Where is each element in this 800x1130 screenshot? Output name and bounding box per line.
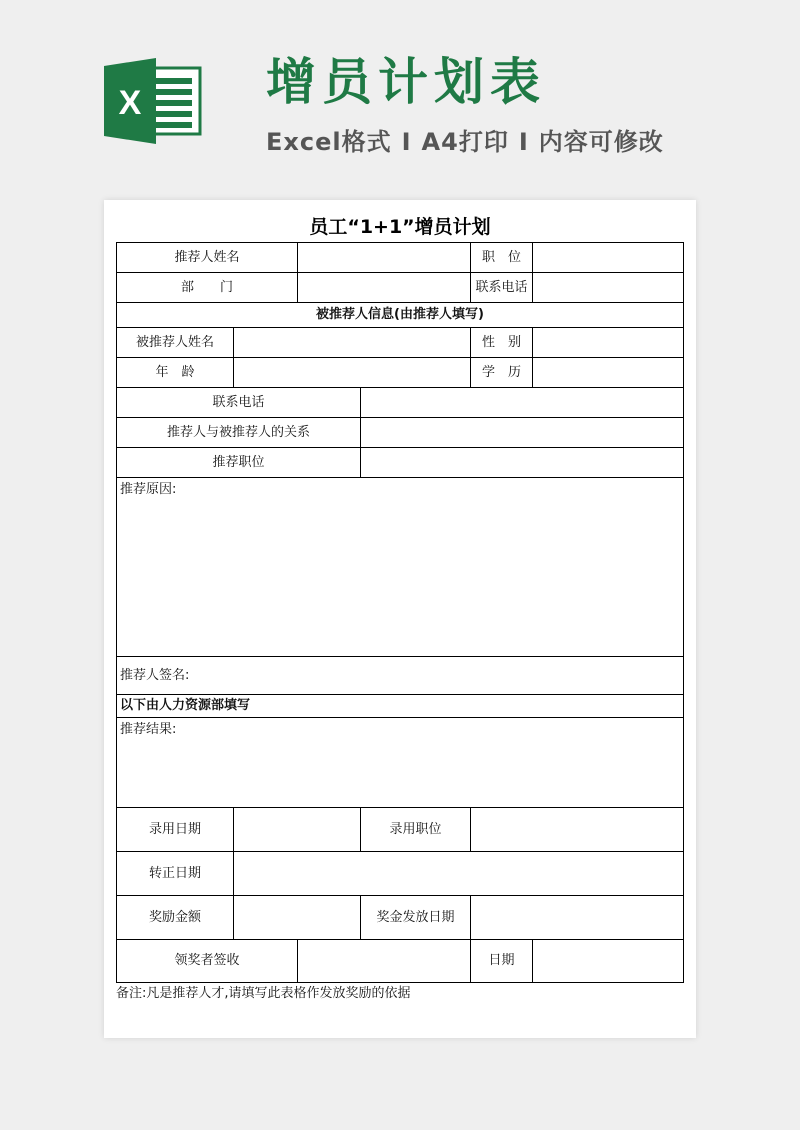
document-title: 员工“1+1”增员计划 bbox=[309, 216, 491, 238]
table-row bbox=[117, 695, 683, 718]
table-row bbox=[117, 940, 683, 982]
referee-phone-field[interactable] bbox=[361, 388, 683, 417]
recipient-sign-field[interactable] bbox=[298, 940, 471, 982]
reason-label: 推荐原因: bbox=[120, 482, 177, 497]
recommended-position-label: 推荐职位 bbox=[117, 448, 361, 477]
document-page bbox=[104, 200, 696, 1038]
relationship-label: 推荐人与被推荐人的关系 bbox=[117, 418, 361, 447]
table-row bbox=[117, 718, 683, 808]
education-field[interactable] bbox=[533, 358, 683, 387]
footnote: 备注:凡是推荐人才,请填写此表格作发放奖励的依据 bbox=[116, 986, 411, 1001]
phone-label: 联系电话 bbox=[471, 273, 533, 302]
reward-amount-field[interactable] bbox=[234, 896, 361, 939]
table-row bbox=[117, 448, 683, 478]
table-row bbox=[117, 852, 683, 896]
recipient-sign-label: 领奖者签收 bbox=[117, 940, 298, 982]
table-row bbox=[117, 358, 683, 388]
result-field[interactable] bbox=[117, 718, 683, 807]
subtitle-edit: 内容可修改 bbox=[538, 128, 664, 156]
subtitle-format: Excel格式 bbox=[266, 128, 392, 156]
referee-phone-label: 联系电话 bbox=[117, 388, 361, 417]
phone-field[interactable] bbox=[533, 273, 683, 302]
regular-date-label: 转正日期 bbox=[117, 852, 234, 895]
position-label: 职 位 bbox=[471, 243, 533, 272]
table-row bbox=[117, 418, 683, 448]
subtitle-separator: I bbox=[401, 128, 412, 156]
excel-logo-icon bbox=[104, 58, 204, 144]
reason-field[interactable] bbox=[117, 478, 683, 656]
date-label: 日期 bbox=[471, 940, 533, 982]
bonus-date-field[interactable] bbox=[471, 896, 683, 939]
table-row bbox=[117, 243, 683, 273]
banner-title: 增员计划表 bbox=[266, 53, 546, 111]
age-label: 年 龄 bbox=[117, 358, 234, 387]
referee-section-header: 被推荐人信息(由推荐人填写) bbox=[316, 307, 484, 322]
regular-date-field[interactable] bbox=[234, 852, 683, 895]
table-row bbox=[117, 657, 683, 695]
reward-amount-label: 奖励金额 bbox=[117, 896, 234, 939]
table-row bbox=[117, 808, 683, 852]
gender-field[interactable] bbox=[533, 328, 683, 357]
hr-section-header: 以下由人力资源部填写 bbox=[120, 698, 251, 713]
relationship-field[interactable] bbox=[361, 418, 683, 447]
subtitle-print: A4打印 bbox=[421, 128, 509, 156]
department-label: 部 门 bbox=[117, 273, 298, 302]
table-row bbox=[117, 896, 683, 940]
referee-name-field[interactable] bbox=[234, 328, 471, 357]
hire-position-label: 录用职位 bbox=[361, 808, 471, 851]
subtitle-separator: I bbox=[518, 128, 529, 156]
gender-label: 性 别 bbox=[471, 328, 533, 357]
education-label: 学 历 bbox=[471, 358, 533, 387]
date-field[interactable] bbox=[533, 940, 683, 982]
referral-form-table bbox=[116, 242, 684, 983]
result-label: 推荐结果: bbox=[120, 722, 177, 737]
referrer-name-field[interactable] bbox=[298, 243, 471, 272]
table-row bbox=[117, 328, 683, 358]
table-row bbox=[117, 478, 683, 657]
signature-field[interactable] bbox=[117, 657, 683, 694]
table-row bbox=[117, 303, 683, 328]
referrer-name-label: 推荐人姓名 bbox=[117, 243, 298, 272]
logo-letter: X bbox=[118, 84, 142, 122]
department-field[interactable] bbox=[298, 273, 471, 302]
recommended-position-field[interactable] bbox=[361, 448, 683, 477]
signature-label: 推荐人签名: bbox=[120, 667, 190, 683]
age-field[interactable] bbox=[234, 358, 471, 387]
hire-position-field[interactable] bbox=[471, 808, 683, 851]
table-row bbox=[117, 388, 683, 418]
referee-name-label: 被推荐人姓名 bbox=[117, 328, 234, 357]
bonus-date-label: 奖金发放日期 bbox=[361, 896, 471, 939]
hire-date-field[interactable] bbox=[234, 808, 361, 851]
position-field[interactable] bbox=[533, 243, 683, 272]
hire-date-label: 录用日期 bbox=[117, 808, 234, 851]
table-row bbox=[117, 273, 683, 303]
banner-subtitle bbox=[266, 126, 664, 158]
